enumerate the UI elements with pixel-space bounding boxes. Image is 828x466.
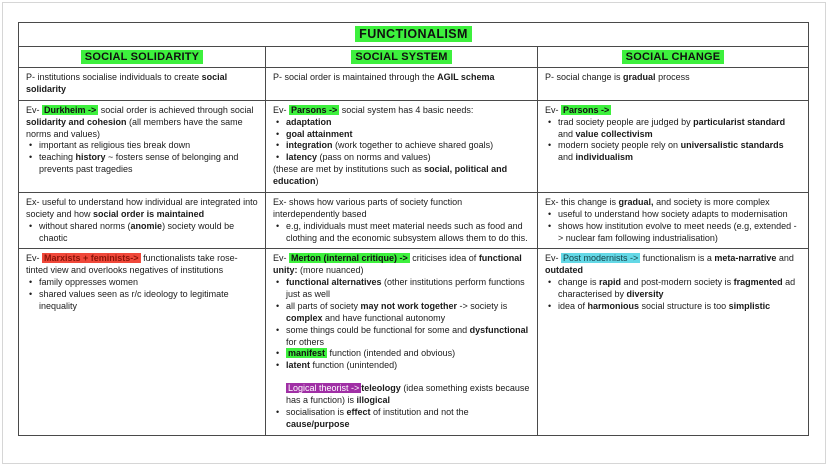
plain-text: functionalists take rose-tinted view and overlooks negatives of institutions bbox=[26, 253, 238, 276]
plain-text: and society is more complex bbox=[653, 196, 770, 207]
table-row bbox=[19, 100, 809, 192]
bullet-icon: • bbox=[276, 348, 280, 359]
plain-text: useful to understand how society adapts to modernisation bbox=[558, 208, 788, 219]
plain-text: family oppresses women bbox=[39, 277, 139, 288]
plain-text: P- social change is bbox=[545, 72, 624, 83]
bullet-item bbox=[26, 289, 258, 313]
plain-text: Ev- bbox=[26, 104, 43, 115]
table-cell bbox=[19, 192, 266, 249]
paragraph bbox=[273, 105, 530, 117]
plain-text: and bbox=[776, 253, 794, 264]
plain-text: Ex- useful to understand how individual are integrated into society and how bbox=[26, 196, 258, 219]
table-cell bbox=[538, 100, 809, 192]
plain-text: without shared norms ( bbox=[39, 220, 131, 231]
bullet-icon: • bbox=[276, 116, 280, 127]
bullet-item bbox=[26, 152, 258, 176]
bullet-item bbox=[273, 129, 530, 141]
bullet-icon: • bbox=[29, 277, 33, 288]
table-cell bbox=[538, 192, 809, 249]
plain-text: P- social order is maintained through the bbox=[273, 72, 438, 83]
plain-text: Ev- bbox=[545, 104, 562, 115]
table-row bbox=[19, 249, 809, 435]
bold-text: AGIL schema bbox=[437, 72, 495, 83]
bullet-icon: • bbox=[276, 277, 280, 288]
plain-text: and post-modern society is bbox=[621, 277, 734, 288]
bullet-text bbox=[286, 301, 530, 325]
header-row bbox=[19, 46, 809, 68]
bold-text: teleology bbox=[361, 383, 401, 394]
title-row bbox=[19, 23, 809, 47]
bullet-item bbox=[273, 221, 530, 245]
bold-text: social, political and education bbox=[273, 164, 508, 187]
bullet-item bbox=[545, 301, 801, 313]
bullet-icon: • bbox=[29, 152, 33, 163]
bullet-item bbox=[273, 140, 530, 152]
bullet-item bbox=[273, 325, 530, 349]
table-cell bbox=[266, 68, 538, 101]
plain-text: teaching bbox=[39, 152, 76, 163]
table-cell bbox=[538, 68, 809, 101]
table-cell bbox=[266, 192, 538, 249]
column-header-label: SOCIAL CHANGE bbox=[622, 50, 725, 64]
functionalism-table bbox=[18, 22, 809, 436]
bold-text: social solidarity bbox=[26, 72, 228, 94]
plain-text: trad society people are judged by bbox=[558, 116, 694, 127]
bold-text: illogical bbox=[356, 395, 391, 406]
bold-text: dysfunctional bbox=[469, 324, 529, 335]
bullet-icon: • bbox=[276, 360, 280, 371]
paragraph bbox=[26, 72, 258, 96]
bullet-text bbox=[286, 360, 530, 372]
plain-text: function (intended and obvious) bbox=[327, 348, 456, 359]
bullet-item bbox=[545, 209, 801, 221]
plain-text: (other institutions perform functions just as well bbox=[286, 277, 525, 300]
plain-text: change is bbox=[558, 277, 600, 288]
highlighted-text: Marxists + feminists-> bbox=[44, 253, 139, 264]
plain-text: (all members have the same norms and values) bbox=[26, 116, 243, 139]
highlighted-text: Parsons -> bbox=[563, 104, 610, 115]
paragraph bbox=[273, 197, 530, 221]
paragraph bbox=[545, 197, 801, 209]
bullet-item bbox=[273, 117, 530, 129]
paragraph bbox=[26, 253, 258, 277]
plain-text: socialisation is bbox=[286, 406, 347, 417]
bullet-item bbox=[273, 301, 530, 325]
bullet-text bbox=[39, 289, 258, 313]
bullet-icon: • bbox=[548, 140, 552, 151]
bullet-text bbox=[286, 277, 530, 301]
bold-text: goal attainment bbox=[286, 128, 353, 139]
bullet-text bbox=[286, 129, 530, 141]
paragraph bbox=[273, 253, 530, 277]
plain-text: (pass on norms and values) bbox=[317, 152, 431, 163]
bullet-item bbox=[26, 277, 258, 289]
bullet-item bbox=[545, 277, 801, 301]
bullet-item bbox=[26, 221, 258, 245]
highlighted-text: Parsons -> bbox=[291, 104, 338, 115]
bullet-item bbox=[273, 407, 530, 431]
plain-text: (more nuanced) bbox=[297, 265, 364, 276]
plain-text: Ev- bbox=[26, 253, 43, 264]
plain-text: functionalism is a bbox=[640, 253, 715, 264]
bullet-item bbox=[545, 221, 801, 245]
table-cell bbox=[266, 100, 538, 192]
plain-text: ) bbox=[315, 176, 319, 187]
table-cell bbox=[19, 100, 266, 192]
bullet-icon: • bbox=[29, 220, 33, 231]
bold-text: individualism bbox=[575, 152, 634, 163]
bold-text: cause/purpose bbox=[286, 418, 350, 429]
bullet-text bbox=[558, 301, 801, 313]
bullet-icon: • bbox=[276, 152, 280, 163]
bullet-item bbox=[545, 117, 801, 141]
table-cell bbox=[538, 249, 809, 435]
highlighted-text: manifest bbox=[288, 348, 326, 359]
plain-text: social system has 4 basic needs: bbox=[339, 104, 474, 115]
bullet-icon: • bbox=[548, 300, 552, 311]
plain-text: Ev- bbox=[273, 253, 290, 264]
highlighted-text: Durkheim -> bbox=[44, 104, 97, 115]
bold-text: gradual, bbox=[618, 196, 654, 207]
plain-text: ~ fosters sense of belonging and prevents past tragedies bbox=[39, 152, 239, 175]
bullet-icon: • bbox=[276, 406, 280, 417]
bullet-icon: • bbox=[29, 140, 33, 151]
paragraph bbox=[545, 72, 801, 84]
bold-text: social order is maintained bbox=[93, 208, 205, 219]
bullet-text bbox=[558, 140, 801, 164]
bullet-item bbox=[273, 348, 530, 360]
plain-text: e.g, individuals must meet material needs such as food and clothing and the economic subsystem allows them to do this. bbox=[286, 220, 528, 243]
plain-text: process bbox=[655, 72, 690, 83]
bold-text: universalistic standards bbox=[680, 140, 784, 151]
plain-text: idea of bbox=[558, 300, 588, 311]
highlighted-text: Post modernists -> bbox=[563, 253, 639, 264]
bold-text: functional unity: bbox=[273, 253, 522, 276]
plain-text: -> society is bbox=[457, 300, 508, 311]
bold-text: simplistic bbox=[728, 300, 771, 311]
bullet-icon: • bbox=[29, 289, 33, 300]
bold-text: latent bbox=[286, 360, 311, 371]
bold-text: rapid bbox=[599, 277, 622, 288]
paragraph bbox=[26, 197, 258, 221]
table-row bbox=[19, 68, 809, 101]
bullet-text bbox=[39, 152, 258, 176]
bullet-item bbox=[545, 140, 801, 164]
plain-text: (idea something exists because has a function) is bbox=[286, 383, 530, 406]
spacer bbox=[273, 372, 530, 383]
bullet-item bbox=[273, 360, 530, 372]
plain-text: for others bbox=[286, 336, 325, 347]
paragraph bbox=[545, 105, 801, 117]
plain-text: important as religious ties break down bbox=[39, 140, 191, 151]
plain-text: function (unintended) bbox=[310, 360, 398, 371]
bullet-icon: • bbox=[548, 277, 552, 288]
bullet-icon: • bbox=[276, 140, 280, 151]
bold-text: latency bbox=[286, 152, 318, 163]
bullet-text bbox=[286, 140, 530, 152]
bold-text: may not work together bbox=[360, 300, 458, 311]
bold-text: adaptation bbox=[286, 116, 332, 127]
page-title: FUNCTIONALISM bbox=[355, 26, 472, 42]
bold-text: history bbox=[75, 152, 106, 163]
bullet-text bbox=[286, 117, 530, 129]
plain-text: ) society would be chaotic bbox=[39, 220, 235, 243]
column-header-social-system bbox=[266, 46, 538, 68]
bold-text: outdated bbox=[545, 265, 583, 276]
table-row bbox=[19, 192, 809, 249]
plain-text: Ex- this change is bbox=[545, 196, 619, 207]
table-body bbox=[19, 68, 809, 436]
plain-text: criticises idea of bbox=[409, 253, 479, 264]
highlighted-text: Logical theorist -> bbox=[288, 383, 360, 394]
plain-text: social order is achieved through social bbox=[98, 104, 254, 115]
bold-text: anomie bbox=[130, 220, 163, 231]
table-cell bbox=[266, 249, 538, 435]
column-header-social-solidarity bbox=[19, 46, 266, 68]
bold-text: harmonious bbox=[587, 300, 640, 311]
bullet-icon: • bbox=[548, 208, 552, 219]
plain-text: (these are met by institutions such as bbox=[273, 164, 425, 175]
bold-text: effect bbox=[346, 406, 371, 417]
plain-text: Ev- bbox=[545, 253, 562, 264]
plain-text: and have functional autonomy bbox=[322, 312, 446, 323]
bold-text: meta-narrative bbox=[714, 253, 777, 264]
plain-text: shows how institution evolve to meet needs (e.g, extended -> nuclear fam following industrialisation) bbox=[558, 220, 797, 243]
bullet-text bbox=[558, 221, 801, 245]
table-cell bbox=[19, 249, 266, 435]
plain-text: (work together to achieve shared goals) bbox=[332, 140, 494, 151]
bullet-item bbox=[273, 277, 530, 301]
plain-text: P- institutions socialise individuals to create bbox=[26, 72, 202, 83]
bullet-text bbox=[286, 221, 530, 245]
bullet-text bbox=[39, 221, 258, 245]
plain-text: Ex- shows how various parts of society function interdependently based bbox=[273, 196, 463, 219]
bullet-icon: • bbox=[276, 324, 280, 335]
paragraph bbox=[286, 383, 530, 407]
bold-text: gradual bbox=[623, 72, 656, 83]
plain-text: and bbox=[558, 128, 576, 139]
bold-text: integration bbox=[286, 140, 333, 151]
paragraph bbox=[545, 253, 801, 277]
bullet-text bbox=[286, 407, 530, 431]
title-cell bbox=[19, 23, 809, 47]
bullet-text bbox=[286, 325, 530, 349]
bullet-text bbox=[558, 209, 801, 221]
column-header-label: SOCIAL SYSTEM bbox=[351, 50, 451, 64]
bold-text: particularist standard bbox=[693, 116, 786, 127]
highlighted-text: Merton (internal critique) -> bbox=[291, 253, 408, 264]
bullet-text bbox=[39, 277, 258, 289]
column-header-label: SOCIAL SOLIDARITY bbox=[81, 50, 203, 64]
paragraph bbox=[26, 105, 258, 141]
paragraph bbox=[273, 72, 530, 84]
column-header-social-change bbox=[538, 46, 809, 68]
plain-text: and bbox=[558, 152, 576, 163]
bullet-text bbox=[558, 117, 801, 141]
bullet-text bbox=[558, 277, 801, 301]
plain-text: modern society people rely on bbox=[558, 140, 681, 151]
bullet-text bbox=[286, 152, 530, 164]
bullet-item bbox=[273, 152, 530, 164]
bold-text: fragmented bbox=[733, 277, 783, 288]
bullet-text bbox=[286, 348, 530, 360]
plain-text: some things could be functional for some and bbox=[286, 324, 470, 335]
bullet-icon: • bbox=[548, 220, 552, 231]
bullet-icon: • bbox=[548, 116, 552, 127]
bold-text: functional alternatives bbox=[286, 277, 382, 288]
bold-text: value collectivism bbox=[575, 128, 653, 139]
plain-text: of institution and not the bbox=[370, 406, 469, 417]
bullet-icon: • bbox=[276, 300, 280, 311]
bold-text: diversity bbox=[626, 289, 664, 300]
paragraph bbox=[273, 164, 530, 188]
plain-text: shared values seen as r/c ideology to legitimate inequality bbox=[39, 289, 229, 311]
bullet-icon: • bbox=[276, 128, 280, 139]
plain-text: ad characterised by bbox=[558, 277, 796, 300]
bold-text: complex bbox=[286, 312, 323, 323]
plain-text: all parts of society bbox=[286, 300, 361, 311]
bullet-item bbox=[26, 140, 258, 152]
plain-text: social structure is too bbox=[639, 300, 729, 311]
bullet-text bbox=[39, 140, 258, 152]
table-cell bbox=[19, 68, 266, 101]
bold-text: solidarity and cohesion bbox=[26, 116, 127, 127]
plain-text: Ev- bbox=[273, 104, 290, 115]
bullet-icon: • bbox=[276, 220, 280, 231]
